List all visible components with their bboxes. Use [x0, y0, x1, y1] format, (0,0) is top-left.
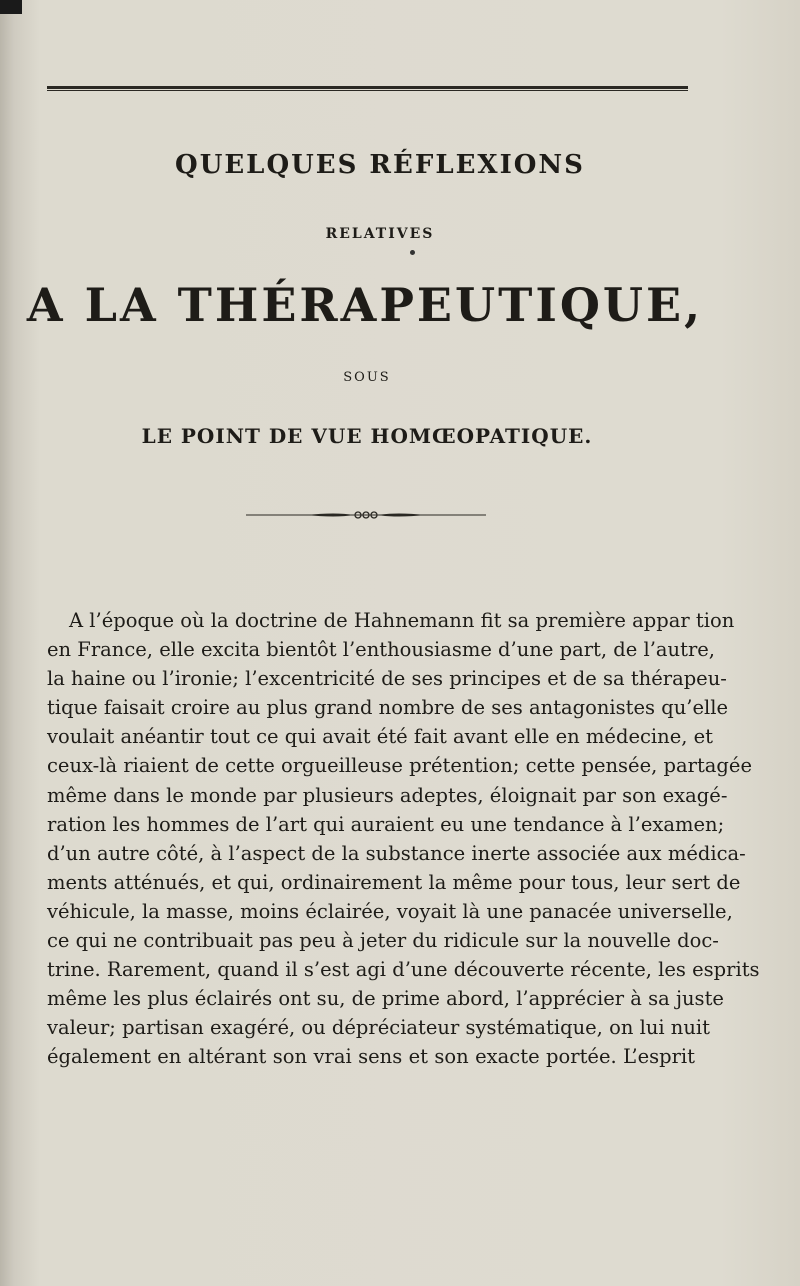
text-line: ments atténués, et qui, ordinairement la même pour tous, leur sert de — [47, 870, 741, 894]
text-line: véhicule, la masse, moins éclairée, voyait là une panacée universelle, — [47, 899, 733, 923]
text-line: A l’époque où la doctrine de Hahnemann fit sa première appar tion — [69, 609, 735, 632]
header-double-rule — [47, 86, 688, 91]
text-line: même les plus éclairés ont su, de prime abord, l’apprécier à sa juste — [47, 987, 724, 1011]
text-line: tique faisait croire au plus grand nombre de ses antagonistes qu’elle — [47, 696, 729, 720]
text-line: la haine ou l’ironie; l’excentricité de ses principes et de sa thérapeu- — [47, 667, 727, 691]
text-line: en France, elle excita bientôt l’enthousiasme d’une part, de l’autre, — [47, 638, 715, 662]
text-line: voulait anéantir tout ce qui avait été fait avant elle en médecine, et — [47, 725, 714, 749]
text-line: ceux-là riaient de cette orgueilleuse prétention; cette pensée, partagée — [47, 754, 752, 778]
text-line: valeur; partisan exagéré, ou dépréciateur systématique, on lui nuit — [47, 1016, 710, 1040]
ornament-divider — [246, 508, 486, 522]
title-line-2: RELATIVES — [325, 226, 435, 242]
ink-dot — [410, 250, 415, 255]
text-line: ration les hommes de l’art qui auraient eu une tendance à l’examen; — [47, 812, 725, 836]
body-paragraph — [47, 606, 760, 1072]
text-line: également en altérant son vrai sens et son exacte portée. L’esprit — [47, 1045, 695, 1069]
title-line-4: SOUS — [343, 370, 391, 385]
text-line: trine. Rarement, quand il s’est agi d’une découverte récente, les esprits — [47, 958, 760, 982]
title-line-1: QUELQUES RÉFLEXIONS — [175, 150, 585, 180]
title-line-3: A LA THÉRAPEUTIQUE, — [26, 278, 704, 332]
text-line: même dans le monde par plusieurs adeptes, éloignait par son exagé- — [47, 783, 728, 807]
title-line-5: LE POINT DE VUE HOMŒOPATIQUE. — [141, 424, 593, 448]
page-corner-mark — [0, 0, 22, 14]
text-line: d’un autre côté, à l’aspect de la substance inerte associée aux médica- — [47, 841, 746, 865]
text-line: ce qui ne contribuait pas peu à jeter du ridicule sur la nouvelle doc- — [47, 929, 719, 953]
